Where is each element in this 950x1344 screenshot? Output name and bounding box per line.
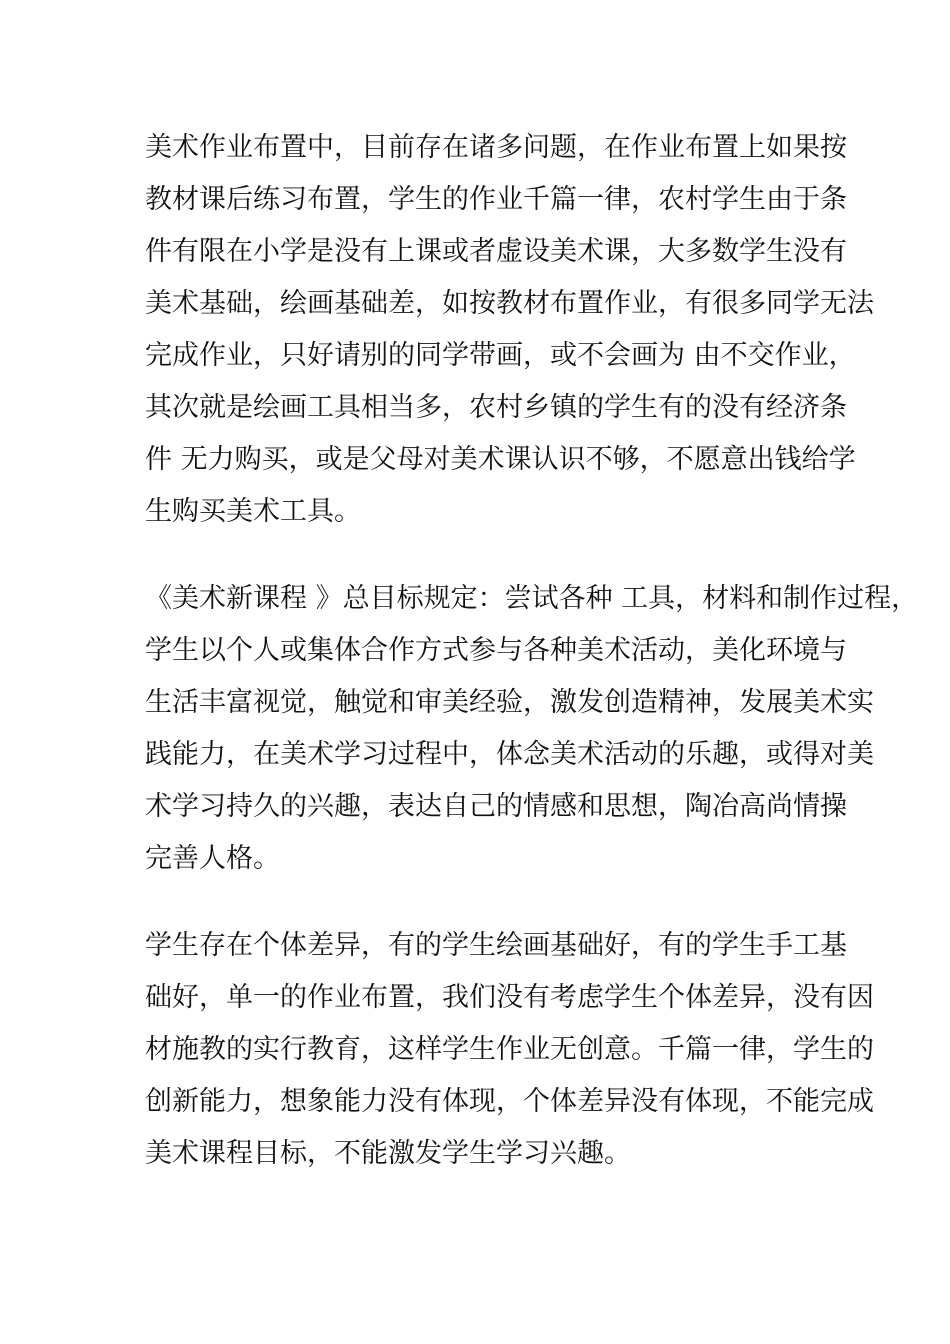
text-line: 教材课后练习布置，学生的作业千篇一律，农村学生由于条 — [145, 184, 847, 215]
paragraph-spacer — [145, 538, 810, 573]
document-body — [145, 122, 919, 1180]
text-line: 《美术新课程 》总目标规定：尝试各种 工具，材料和制作过程， — [145, 583, 919, 614]
paragraph-spacer — [145, 885, 810, 920]
text-line: 美术基础，绘画基础差，如按教材布置作业，有很多同学无法 — [145, 288, 874, 319]
text-line: 践能力，在美术学习过程中，体念美术活动的乐趣，或得对美 — [145, 739, 874, 770]
text-line: 件有限在小学是没有上课或者虚设美术课，大多数学生没有 — [145, 236, 847, 267]
text-line: 完善人格。 — [145, 843, 280, 874]
text-line: 学生以个人或集体合作方式参与各种美术活动，美化环境与 — [145, 635, 847, 666]
text-line: 美术作业布置中，目前存在诸多问题，在作业布置上如果按 — [145, 132, 847, 163]
text-line: 其次就是绘画工具相当多，农村乡镇的学生有的没有经济条 — [145, 392, 847, 423]
text-line: 术学习持久的兴趣，表达自己的情感和思想，陶冶高尚情操 — [145, 791, 847, 822]
text-line: 生活丰富视觉，触觉和审美经验，激发创造精神，发展美术实 — [145, 687, 874, 718]
text-line: 础好，单一的作业布置，我们没有考虑学生个体差异，没有因 — [145, 982, 874, 1013]
text-line: 件 无力购买，或是父母对美术课认识不够，不愿意出钱给学 — [145, 444, 856, 475]
paragraph-individual-differences — [145, 920, 874, 1180]
text-line: 材施教的实行教育，这样学生作业无创意。千篇一律，学生的 — [145, 1034, 874, 1065]
text-line: 学生存在个体差异，有的学生绘画基础好，有的学生手工基 — [145, 930, 847, 961]
paragraph-curriculum-goals — [145, 573, 919, 885]
text-line: 美术课程目标，不能激发学生学习兴趣。 — [145, 1138, 631, 1169]
text-line: 生购买美术工具。 — [145, 496, 361, 527]
text-line: 创新能力，想象能力没有体现，个体差异没有体现，不能完成 — [145, 1086, 874, 1117]
text-line: 完成作业，只好请别的同学带画，或不会画为 由不交作业， — [145, 340, 856, 371]
paragraph-homework-problems — [145, 122, 874, 538]
